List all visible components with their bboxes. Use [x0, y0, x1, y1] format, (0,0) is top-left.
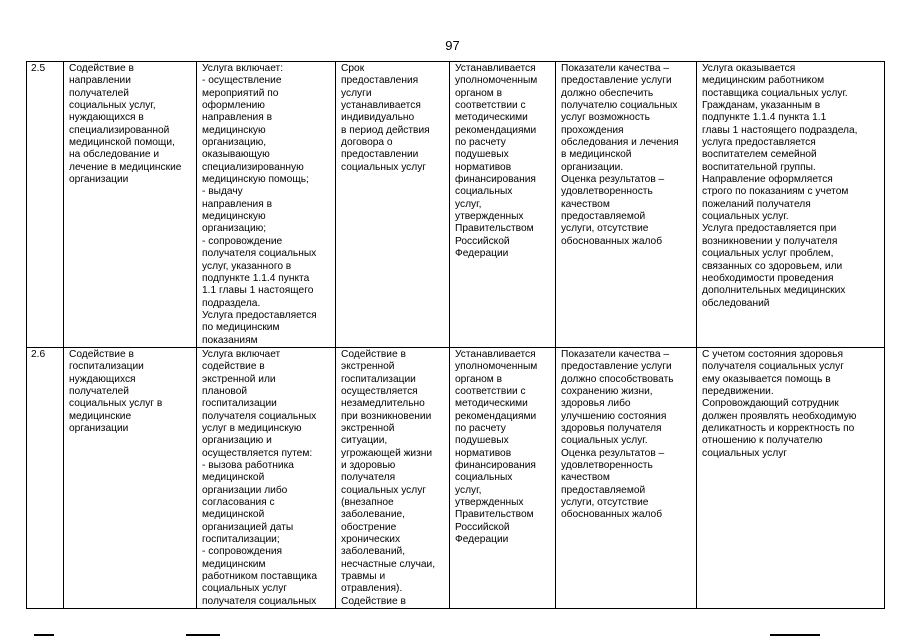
service-name: Содействие в направлении получателей социальных услуг, нуждающихся в специализированной медицинской помощи, на обследование и лечение в медицинские организации: [64, 62, 197, 348]
table-row: [27, 347, 885, 608]
service-normative: Устанавливается уполномоченным органом в соответствии с методическими рекомендациями по расчету подушевых нормативов финансирования социальных услуг, утвержденных Правительством Российской Федерации: [450, 62, 556, 348]
scan-edge-line-left: [34, 634, 54, 636]
scan-edge-line-mid: [186, 634, 220, 636]
service-conditions: Услуга оказывается медицинским работником поставщика социальных услуг. Гражданам, указанным в подпункте 1.1.4 пункта 1.1 главы 1 настоящего подраздела, услуга предоставляется воспитателем семейной воспитательной группы. Направление оформляется строго по показаниям с учетом пожеланий получателя социальных услуг. Услуга предоставляется при возникновении у получателя социальных услуг проблем, связанных со здоровьем, или необходимости проведения дополнительных медицинских обследований: [697, 62, 885, 348]
service-term: Срок предоставления услуги устанавливается индивидуально в период действия договора о предоставлении социальных услуг: [336, 62, 450, 348]
service-conditions: С учетом состояния здоровья получателя социальных услуг ему оказывается помощь в передвижении. Сопровождающий сотрудник должен проявлять необходимую деликатность и корректность по отношению к получателю социальных услуг: [697, 347, 885, 608]
service-quality: Показатели качества – предоставление услуги должно обеспечить получателю социальных услуг возможность прохождения обследования и лечения в медицинской организации. Оценка результатов – удовлетворенность качеством предоставляемой услуги, отсутствие обоснованных жалоб: [556, 62, 697, 348]
row-number: 2.6: [27, 347, 64, 608]
service-name: Содействие в госпитализации нуждающихся получателей социальных услуг в медицинские организации: [64, 347, 197, 608]
services-table: [26, 61, 885, 609]
service-content: Услуга включает: - осуществление мероприятий по оформлению направления в медицинскую организацию, оказывающую специализированную медицинскую помощь; - выдачу направления в медицинскую организацию; - сопровождение получателя социальных услуг, указанного в подпункте 1.1.4 пункта 1.1 главы 1 настоящего подраздела. Услуга предоставляется по медицинским показаниям: [197, 62, 336, 348]
table-row: [27, 62, 885, 348]
service-normative: Устанавливается уполномоченным органом в соответствии с методическими рекомендациями по расчету подушевых нормативов финансирования социальных услуг, утвержденных Правительством Российской Федерации: [450, 347, 556, 608]
page-number: 97: [445, 38, 460, 53]
service-quality: Показатели качества – предоставление услуги должно способствовать сохранению жизни, здоровья либо улучшению состояния здоровья получателя социальных услуг. Оценка результатов – удовлетворенность качеством предоставляемой услуги, отсутствие обоснованных жалоб: [556, 347, 697, 608]
scan-edge-line-right: [770, 634, 820, 636]
service-term: Содействие в экстренной госпитализации осуществляется незамедлительно при возникновении экстренной ситуации, угрожающей жизни и здоровью получателя социальных услуг (внезапное заболевание, обострение хронических заболеваний, несчастные случаи, травмы и отравления). Содействие в: [336, 347, 450, 608]
row-number: 2.5: [27, 62, 64, 348]
service-content: Услуга включает содействие в экстренной или плановой госпитализации получателя социальных услуг в медицинскую организацию и осуществляется путем: - вызова работника медицинской организации либо согласования с медицинской организацией даты госпитализации; - сопровождения медицинским работником поставщика социальных услуг получателя социальных: [197, 347, 336, 608]
